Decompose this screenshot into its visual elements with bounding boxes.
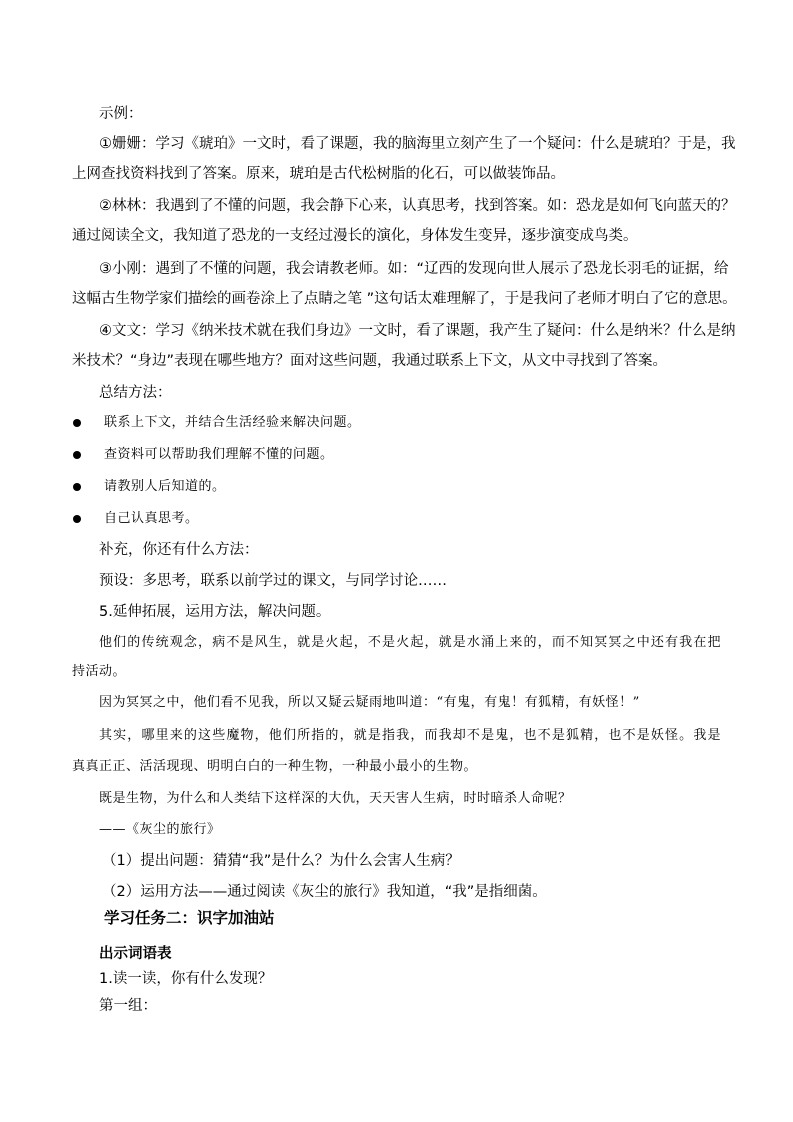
example-2-line-2: 通过阅读全文，我知道了恐龙的一支经过漫长的演化，身体发生变异，逐步演变成鸟类。 — [72, 228, 638, 244]
passage-line-5: 真真正正、活活现现、明明白白的一种生物，一种最小最小的生物。 — [72, 759, 478, 774]
preset-answer: 预设：多思考，联系以前学过的课文，与同学讨论…… — [99, 573, 447, 589]
example-1-line-2: 上网查找资料找到了答案。原来，琥珀是古代松树脂的化石，可以做装饰品。 — [72, 166, 565, 182]
step-5: 5.延伸拓展，运用方法，解决问题。 — [99, 604, 331, 620]
method-item: 请教别人后知道的。 — [104, 479, 226, 494]
bullet-icon — [73, 419, 81, 427]
passage-line-4: 其实，哪里来的这些魔物，他们所指的，就是指我，而我却不是鬼，也不是狐精，也不是妖怪。我是 — [99, 728, 721, 743]
passage-line-3: 因为冥冥之中，他们看不见我，所以又疑云疑雨地叫道：“有鬼，有鬼！有狐精，有妖怪！” — [99, 695, 640, 710]
bullet-icon — [73, 483, 81, 491]
example-4-line-2: 米技术？“身边”表现在哪些地方？面对这些问题，我通过联系上下文，从文中寻找到了答案。 — [72, 353, 668, 369]
method-item: 查资料可以帮助我们理解不懂的问题。 — [104, 447, 334, 462]
summary-label: 总结方法： — [99, 385, 172, 401]
example-2-line-1: ②林林：我遇到了不懂的问题，我会静下心来，认真思考，找到答案。如：恐龙是如何飞向蓝天的？ — [99, 198, 736, 214]
group-1-label: 第一组： — [99, 998, 157, 1014]
passage-line-6: 既是生物，为什么和人类结下这样深的大仇，天天害人生病，时时暗杀人命呢？ — [99, 791, 572, 806]
passage-line-2: 持活动。 — [72, 664, 127, 679]
task-2-heading: 学习任务二：识字加油站 — [104, 909, 275, 927]
method-item: 自己认真思考。 — [104, 511, 199, 526]
example-1-line-1: ①姗姗：学习《琥珀》一文时，看了课题，我的脑海里立刻产生了一个疑问：什么是琥珀？于是，我 — [99, 136, 736, 152]
passage-line-1: 他们的传统观念，病不是风生，就是火起，不是火起，就是水涌上来的，而不知冥冥之中还有我在把 — [99, 635, 721, 650]
example-4-line-1: ④文文：学习《纳米技术就在我们身边》一文时，看了课题，我产生了疑问：什么是纳米？什么是纳 — [99, 323, 736, 339]
supplement-label: 补充，你还有什么方法： — [99, 542, 259, 558]
bullet-icon — [73, 451, 81, 459]
question-2: （2）运用方法——通过阅读《灰尘的旅行》我知道，“我”是指细菌。 — [102, 884, 547, 900]
example-label: 示例： — [99, 106, 143, 122]
example-3-line-1: ③小刚：遇到了不懂的问题，我会请教老师。如：“辽西的发现向世人展示了恐龙长羽毛的证据，给 — [99, 261, 729, 277]
bullet-icon — [73, 515, 81, 523]
question-1: （1）提出问题：猜猜“我”是什么？为什么会害人生病？ — [102, 853, 460, 869]
passage-source: ——《灰尘的旅行》 — [99, 822, 221, 837]
method-item: 联系上下文，并结合生活经验来解决问题。 — [104, 415, 361, 430]
read-prompt: 1.读一读，你有什么发现？ — [99, 971, 273, 987]
example-3-line-2: 这幅古生物学家们描绘的画卷涂上了点睛之笔 ”这句话太难理解了，于是我问了老师才明白了它的意思。 — [72, 291, 737, 307]
word-table-label: 出示词语表 — [99, 946, 172, 962]
